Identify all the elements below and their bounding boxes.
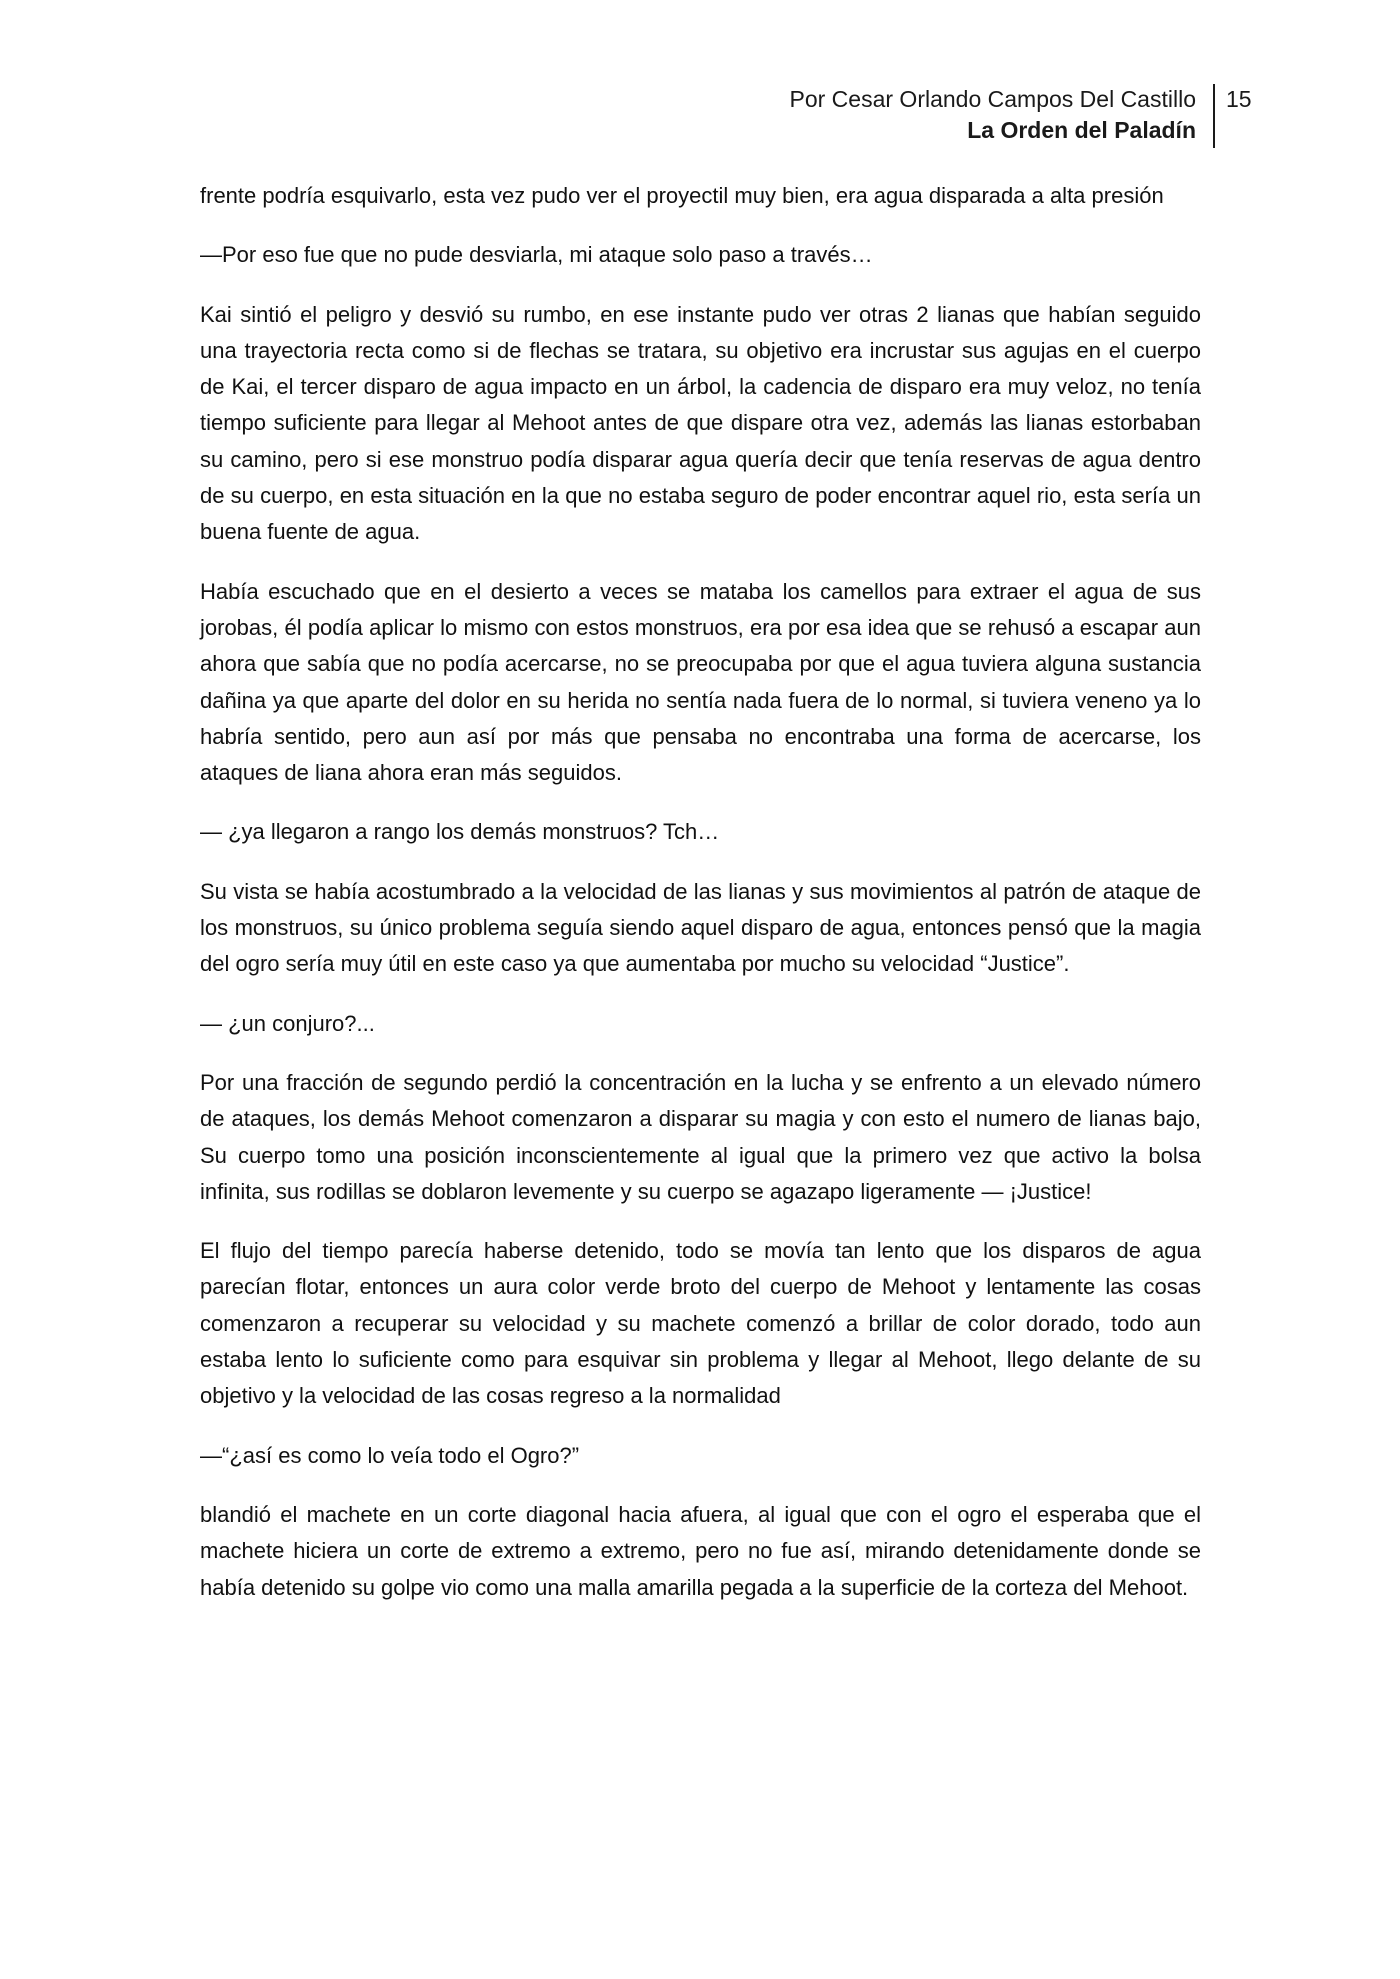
body-text	[200, 178, 1201, 1629]
paragraph: frente podría esquivarlo, esta vez pudo ver el proyectil muy bien, era agua disparada a alta presión	[200, 183, 1164, 208]
dialogue-line: — ¿ya llegaron a rango los demás monstruos? Tch…	[200, 819, 720, 845]
dialogue-line: — ¿un conjuro?...	[200, 1010, 375, 1036]
header-title: La Orden del Paladín	[967, 117, 1196, 143]
paragraph: Había escuchado que en el desierto a veces se mataba los camellos para extraer el agua de sus jorobas, él podía aplicar lo mismo con estos monstruos, era por esa idea que se rehusó a escapar aun ahora que sabía que no podía acercarse, no se preocupaba por que el agua tuviera alguna sustancia dañina ya que aparte del dolor en su herida no sentía nada fuera de lo normal, si tuviera veneno ya lo habría sentido, pero aun así por más que pensaba no encontraba una forma de acercarse, los ataques de liana ahora eran más seguidos.	[200, 578, 1201, 786]
paragraph: Por una fracción de segundo perdió la concentración en la lucha y se enfrento a un elevado número de ataques, los demás Mehoot comenzaron a disparar su magia y con esto el numero de lianas bajo, Su cuerpo tomo una posición inconscientemente al igual que la primero vez que activo la bolsa infinita, sus rodillas se doblaron levemente y su cuerpo se agazapo ligeramente — ¡Justice!	[200, 1069, 1201, 1204]
paragraph: blandió el machete en un corte diagonal hacia afuera, al igual que con el ogro el esperaba que el machete hiciera un corte de extremo a extremo, pero no fue así, mirando detenidamente donde se había detenido su golpe vio como una malla amarilla pegada a la superficie de la corteza del Mehoot.	[200, 1501, 1201, 1600]
paragraph: El flujo del tiempo parecía haberse detenido, todo se movía tan lento que los disparos de agua parecían flotar, entonces un aura color verde broto del cuerpo de Mehoot y lentamente las cosas comenzaron a recuperar su velocidad y su machete comenzó a brillar de color dorado, todo aun estaba lento lo suficiente como para esquivar sin problema y llegar al Mehoot, llego delante de su objetivo y la velocidad de las cosas regreso a la normalidad	[200, 1238, 1201, 1409]
header-author: Por Cesar Orlando Campos Del Castillo	[789, 86, 1196, 112]
dialogue-line: —Por eso fue que no pude desviarla, mi ataque solo paso a través…	[200, 242, 873, 268]
dialogue-line: —“¿así es como lo veía todo el Ogro?”	[200, 1442, 580, 1468]
page-header	[790, 84, 1211, 146]
header-divider	[1213, 84, 1215, 148]
page-number: 15	[1226, 86, 1252, 112]
paragraph: Kai sintió el peligro y desvió su rumbo, en ese instante pudo ver otras 2 lianas que habían seguido una trayectoria recta como si de flechas se tratara, su objetivo era incrustar sus agujas en el cuerpo de Kai, el tercer disparo de agua impacto en un árbol, la cadencia de disparo era muy veloz, no tenía tiempo suficiente para llegar al Mehoot antes de que dispare otra vez, además las lianas estorbaban su camino, pero si ese monstruo podía disparar agua quería decir que tenía reservas de agua dentro de su cuerpo, en esta situación en la que no estaba seguro de poder encontrar aquel rio, esta sería un buena fuente de agua.	[200, 301, 1201, 545]
paragraph: Su vista se había acostumbrado a la velocidad de las lianas y sus movimientos al patrón de ataque de los monstruos, su único problema seguía siendo aquel disparo de agua, entonces pensó que la magia del ogro sería muy útil en este caso ya que aumentaba por mucho su velocidad “Justice”.	[200, 878, 1201, 977]
